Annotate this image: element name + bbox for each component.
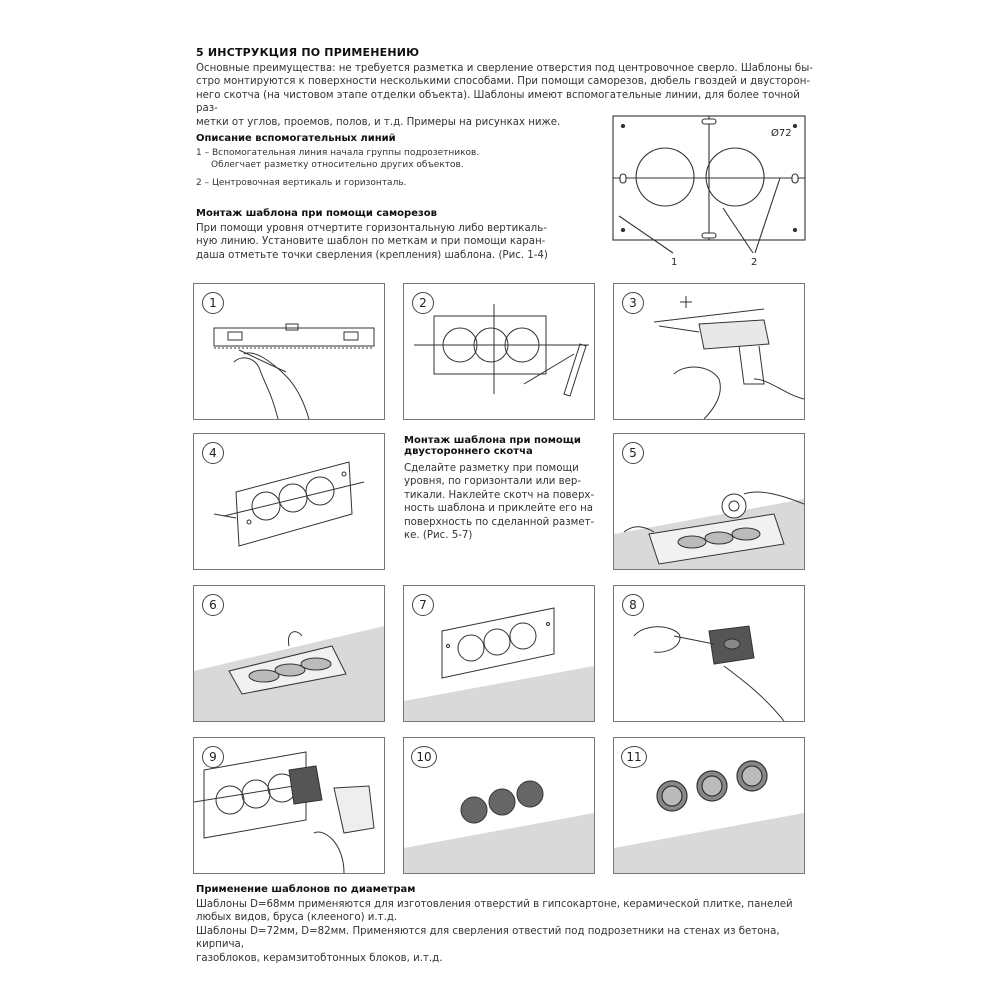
tape-line: тикали. Наклейте скотч на поверх- [404, 489, 595, 501]
step-panel-10 [403, 737, 595, 874]
tape-line: поверхность по сделанной размет- [404, 516, 595, 528]
diameters-paragraph [196, 898, 816, 965]
step-number: 2 [412, 292, 434, 314]
aux-line-item-2: 2 – Центровочная вертикаль и горизонталь. [196, 178, 407, 188]
intro-line: метки от углов, проемов, полов, и т.д. Примеры на рисунках ниже. [196, 116, 561, 128]
intro-line: стро монтируются к поверхности несколькими способами. При помощи саморезов, дюбель гвоздей и двусторон- [196, 76, 811, 88]
tape-title-line: Монтаж шаблона при помощи [404, 435, 581, 446]
screws-line: При помощи уровня отчертите горизонтальную либо вертикаль- [196, 223, 547, 234]
aux-line-item-1-cont: Облегчает разметку относительно других объектов. [211, 160, 464, 170]
tape-title [404, 435, 581, 457]
aux-line-item-1: 1 – Вспомогательная линия начала группы подрозетников. [196, 148, 480, 158]
diameters-line: любых видов, бруса (клееного) и.т.д. [196, 912, 398, 924]
step-number: 1 [202, 292, 224, 314]
step-panel-8 [613, 585, 805, 722]
aux-lines-title: Описание вспомогательных линий [196, 133, 396, 144]
template-cutout [706, 148, 764, 206]
screws-line: даша отметьте точки сверления (крепления) шаблона. (Рис. 1-4) [196, 249, 548, 261]
tape-line: Сделайте разметку при помощи [404, 463, 579, 474]
step-panel-2 [403, 283, 595, 420]
step-panel-3 [613, 283, 805, 420]
tape-line: уровня, по горизонтали или вер- [404, 476, 582, 488]
screws-line: ную линию. Установите шаблон по меткам и при помощи каран- [196, 236, 546, 248]
step-number: 10 [411, 746, 437, 768]
tape-title-line: двустороннего скотча [404, 446, 533, 457]
step-number: 6 [202, 594, 224, 616]
section-title: 5 ИНСТРУКЦИЯ ПО ПРИМЕНЕНИЮ [196, 46, 420, 59]
step-number: 9 [202, 746, 224, 768]
step-number: 7 [412, 594, 434, 616]
diameter-label: Ø72 [771, 128, 792, 139]
step-panel-4 [193, 433, 385, 570]
diameters-title: Применение шаблонов по диаметрам [196, 884, 416, 895]
step-number: 8 [622, 594, 644, 616]
diameters-line: газоблоков, керамзитобтонных блоков, и.т.д. [196, 952, 443, 964]
callout-2: 2 [751, 257, 758, 268]
step-number: 11 [621, 746, 647, 768]
tape-line: ке. (Рис. 5-7) [404, 530, 473, 542]
step-number: 5 [622, 442, 644, 464]
tape-paragraph [404, 462, 600, 542]
diameters-line: Шаблоны D=72мм, D=82мм. Применяются для сверления отвестий под подрозетники на стенах из бетона, кирпича, [196, 925, 780, 951]
template-diagram [605, 108, 820, 273]
diameters-line: Шаблоны D=68мм применяются для изготовления отверстий в гипсокартоне, керамической плитке, панелей [196, 899, 793, 910]
callout-1: 1 [671, 257, 678, 268]
intro-line: Основные преимущества: не требуется разметка и сверление отверстия под центровочное сверло. Шаблоны бы- [196, 63, 813, 74]
step-panel-1 [193, 283, 385, 420]
screws-paragraph [196, 222, 548, 262]
step-panel-6 [193, 585, 385, 722]
step-panel-5 [613, 433, 805, 570]
step-panel-9 [193, 737, 385, 874]
template-cutout [636, 148, 694, 206]
screws-title: Монтаж шаблона при помощи саморезов [196, 208, 437, 219]
step-number: 4 [202, 442, 224, 464]
intro-line: него скотча (на чистовом этапе отделки объекта). Шаблоны имеют вспомогательные линии, для более точной раз- [196, 89, 800, 115]
step-panel-11 [613, 737, 805, 874]
step-number: 3 [622, 292, 644, 314]
step-panel-7 [403, 585, 595, 722]
tape-line: ность шаблона и приклейте его на [404, 503, 594, 515]
